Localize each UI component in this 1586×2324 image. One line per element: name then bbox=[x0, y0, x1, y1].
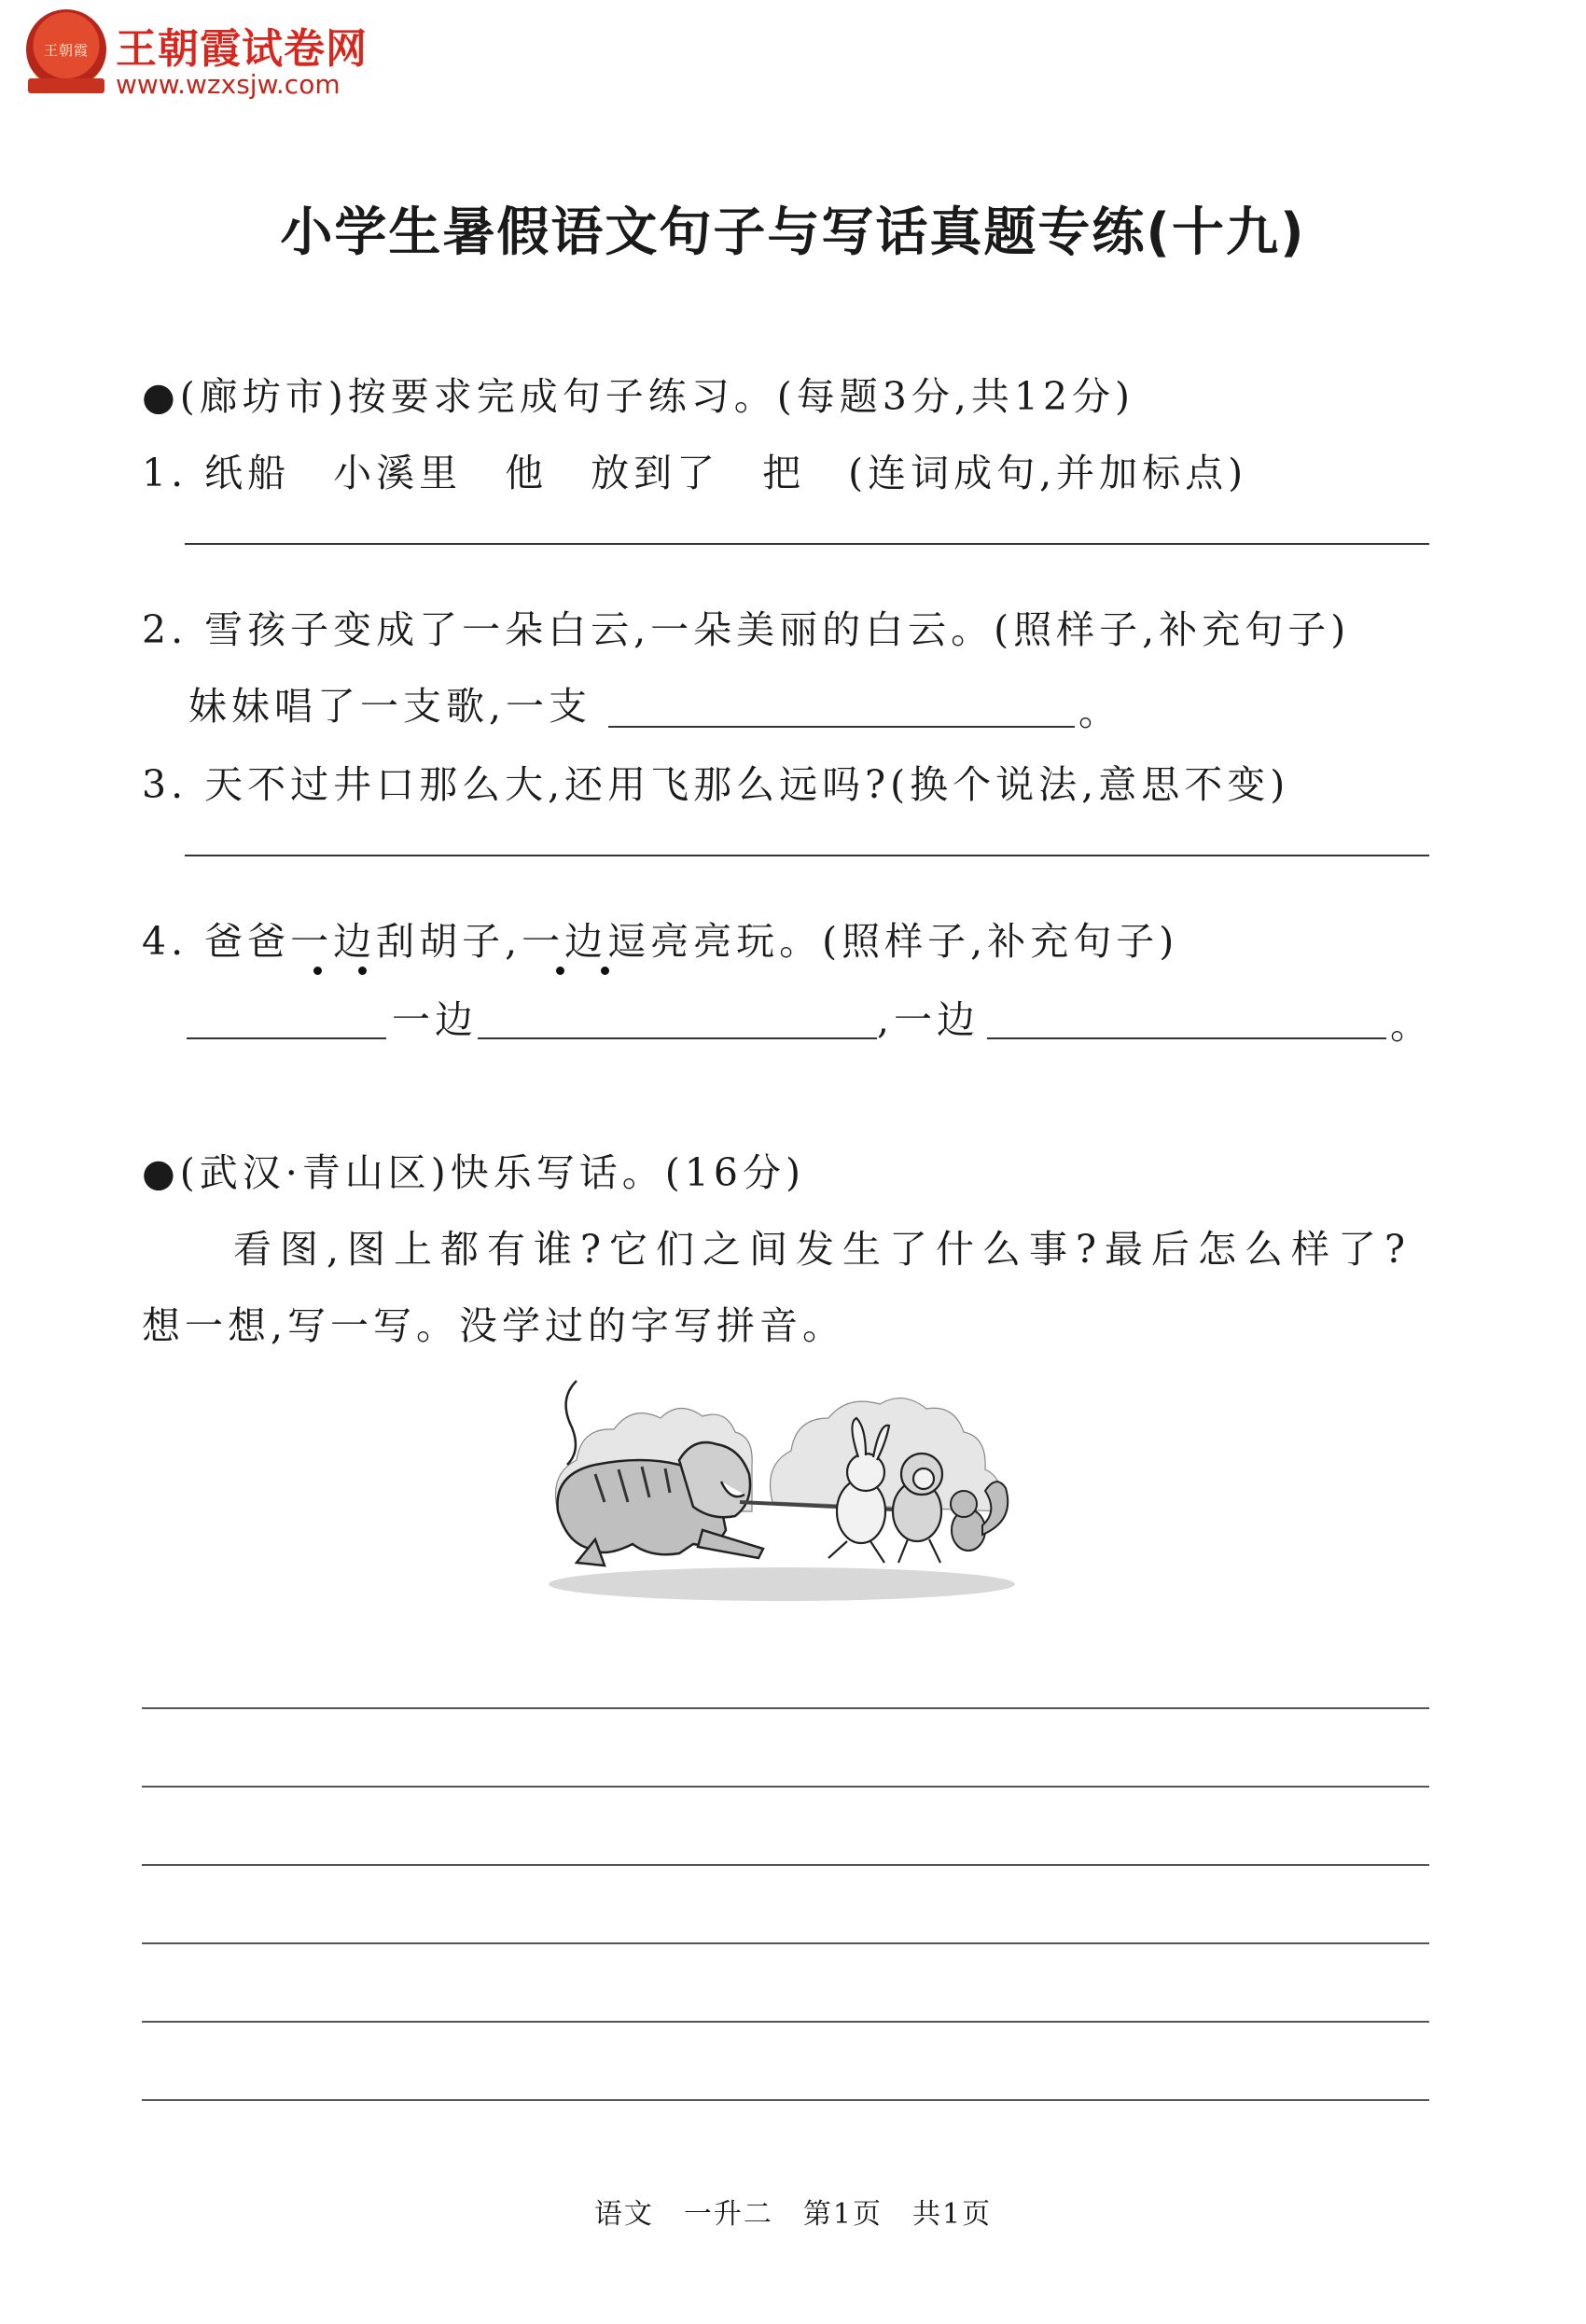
answer-blank-2[interactable] bbox=[608, 726, 1075, 728]
question-4-mid1: 一边 bbox=[392, 997, 478, 1042]
section2-heading: ●(武汉·青山区)快乐写话。(16分) bbox=[142, 1150, 805, 1195]
writing-line-4[interactable] bbox=[142, 1942, 1429, 1944]
question-2: 2. 雪孩子变成了一朵白云,一朵美丽的白云。(照样子,补充句子) bbox=[142, 607, 1351, 652]
question-3: 3. 天不过井口那么大,还用飞那么远吗?(换个说法,意思不变) bbox=[142, 762, 1290, 807]
answer-blank-4a[interactable] bbox=[187, 1037, 386, 1039]
question-4-end: 。 bbox=[1390, 1003, 1433, 1048]
site-url[interactable]: www.wzxsjw.com bbox=[116, 69, 341, 100]
answer-blank-4b[interactable] bbox=[478, 1037, 877, 1039]
emphasis-dot bbox=[358, 967, 367, 975]
question-2-end: 。 bbox=[1078, 689, 1121, 734]
logo-seal-text: 王朝霞 bbox=[43, 41, 89, 59]
page-footer: 语文 一升二 第1页 共1页 bbox=[593, 2198, 993, 2231]
answer-line-1[interactable] bbox=[185, 543, 1429, 545]
brand-name: 王朝霞试卷网 bbox=[116, 25, 368, 73]
site-logo bbox=[26, 9, 418, 103]
question-1: 1. 纸船 小溪里 他 放到了 把 (连词成句,并加标点) bbox=[142, 451, 1248, 495]
tug-of-war-illustration bbox=[539, 1371, 1034, 1605]
question-4-mid2: ,一边 bbox=[877, 997, 981, 1042]
question-4: 4. 爸爸一边刮胡子,一边逗亮亮玩。(照样子,补充句子) bbox=[142, 919, 1179, 964]
question-2-prompt: 妹妹唱了一支歌,一支 bbox=[188, 684, 592, 729]
answer-line-3[interactable] bbox=[185, 855, 1429, 856]
section1-heading: ●(廊坊市)按要求完成句子练习。(每题3分,共12分) bbox=[142, 374, 1135, 419]
writing-line-2[interactable] bbox=[142, 1786, 1429, 1788]
section2-paragraph-2: 想一想,写一写。没学过的字写拼音。 bbox=[142, 1303, 846, 1348]
answer-blank-4c[interactable] bbox=[987, 1037, 1386, 1039]
emphasis-dot bbox=[601, 967, 609, 975]
writing-line-5[interactable] bbox=[142, 2021, 1429, 2023]
page-title: 小学生暑假语文句子与写话真题专练(十九) bbox=[280, 202, 1306, 263]
logo-ribbon bbox=[28, 78, 104, 93]
writing-line-1[interactable] bbox=[142, 1707, 1429, 1709]
writing-line-3[interactable] bbox=[142, 1864, 1429, 1866]
emphasis-dot bbox=[556, 967, 564, 975]
writing-line-6[interactable] bbox=[142, 2099, 1429, 2101]
section2-paragraph-1: 看图,图上都有谁?它们之间发生了什么事?最后怎么样了? bbox=[233, 1227, 1413, 1272]
emphasis-dot bbox=[313, 967, 322, 975]
